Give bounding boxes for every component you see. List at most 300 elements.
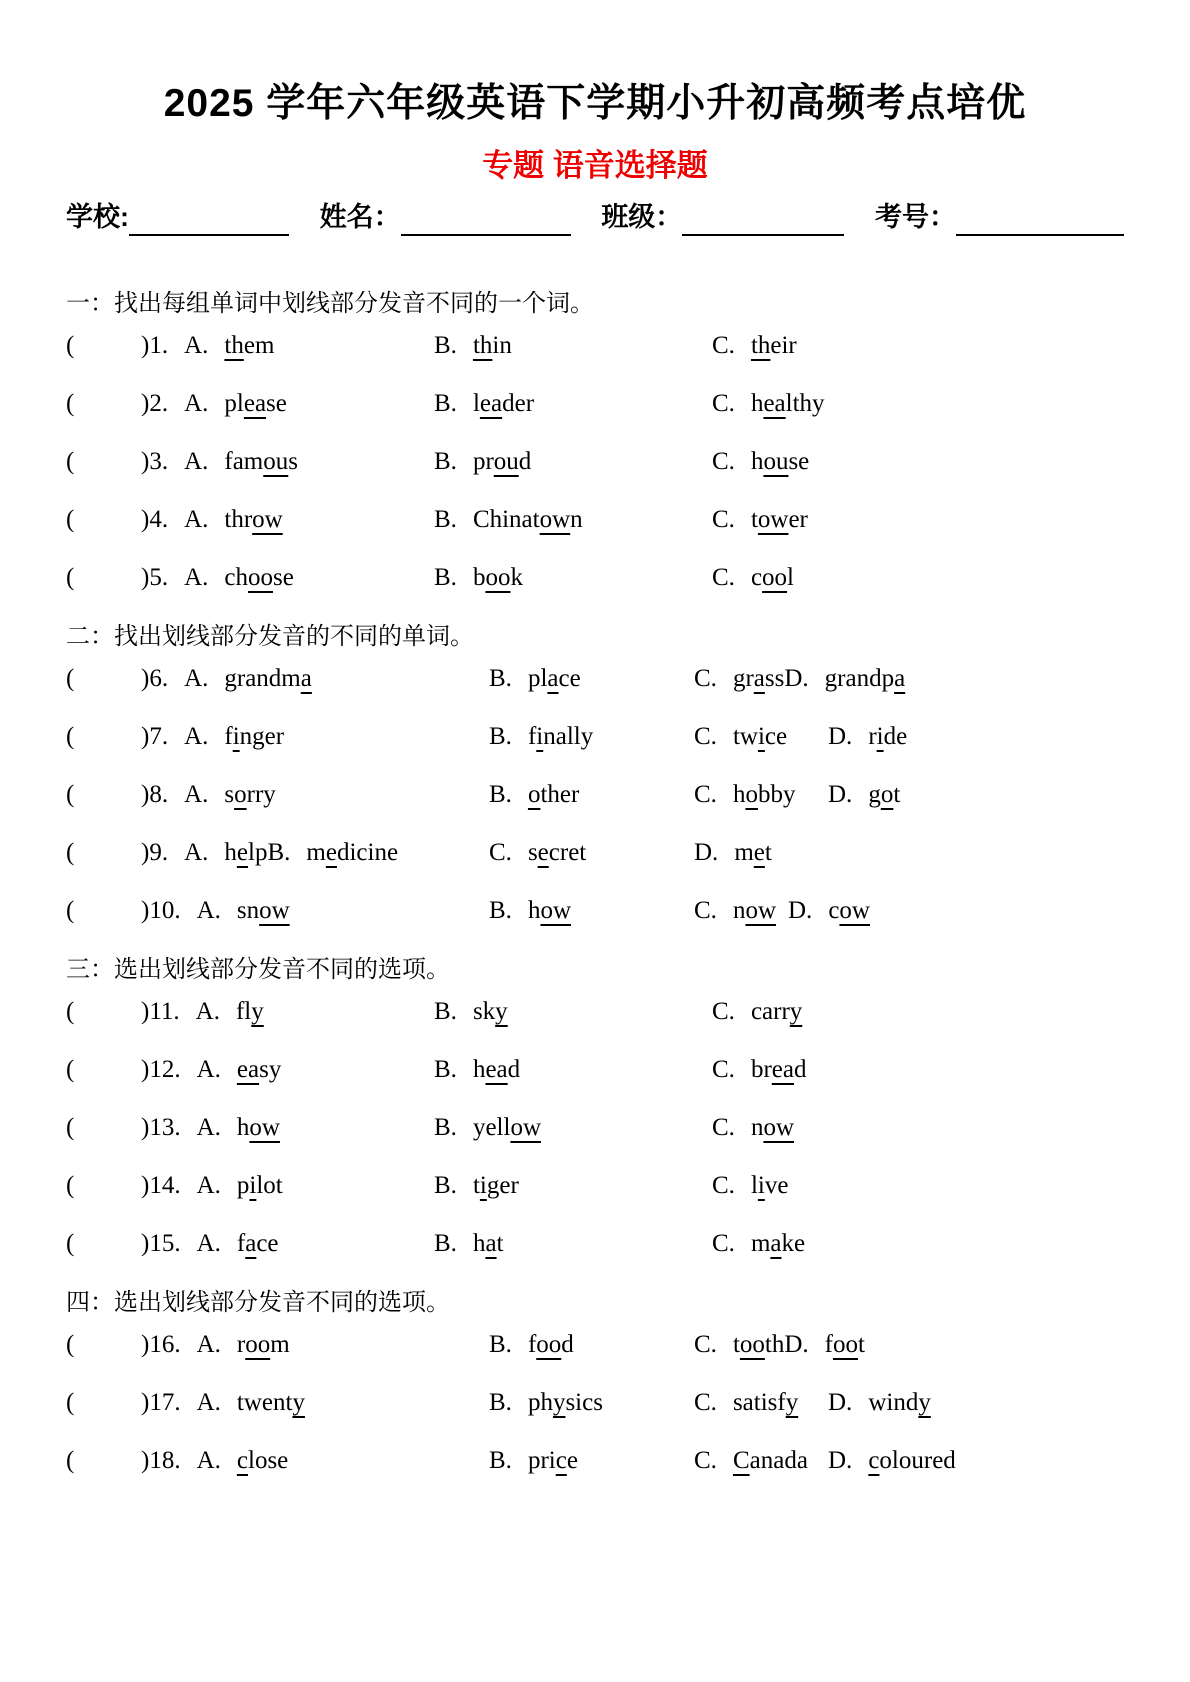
option-cell xyxy=(434,332,512,360)
option-word: grandpa xyxy=(824,665,906,692)
info-field-label: 考号： xyxy=(874,202,956,232)
question-row xyxy=(0,998,1190,1056)
option-word: room xyxy=(236,1331,290,1358)
underlined-letters: a xyxy=(245,1230,257,1257)
option-letter: C. xyxy=(694,781,717,808)
option-cell xyxy=(141,1389,305,1417)
option-cell xyxy=(712,390,825,418)
option-cell xyxy=(694,781,795,809)
option-cell xyxy=(141,564,294,592)
option-letter: A. xyxy=(196,1447,221,1474)
option-item xyxy=(141,723,284,750)
option-word: windy xyxy=(868,1389,931,1416)
option-letter: A. xyxy=(184,506,209,533)
option-letter: C. xyxy=(712,332,735,359)
underlined-letters: th xyxy=(472,332,493,359)
option-cell xyxy=(828,723,907,751)
underlined-letters: a xyxy=(547,665,559,692)
option-item xyxy=(694,897,776,924)
option-cell xyxy=(694,665,905,693)
option-letter: A. xyxy=(196,1056,221,1083)
underlined-letters: o xyxy=(880,781,894,808)
answer-paren: ( xyxy=(66,332,75,359)
option-letter: C. xyxy=(694,897,717,924)
option-item xyxy=(788,897,870,924)
underlined-letters: oo xyxy=(245,1331,271,1358)
option-item xyxy=(489,781,579,808)
option-word: close xyxy=(236,1447,289,1474)
option-item xyxy=(141,1389,305,1416)
option-word: twenty xyxy=(236,1389,305,1416)
question-row xyxy=(0,564,1190,622)
option-cell xyxy=(828,1389,931,1417)
question-number: )3. xyxy=(141,448,169,475)
option-cell xyxy=(712,1230,805,1258)
question-row xyxy=(0,1447,1190,1505)
underlined-letters: a xyxy=(894,665,906,692)
answer-paren: ( xyxy=(66,723,75,750)
question-number: )11. xyxy=(141,998,180,1025)
option-letter: A. xyxy=(196,897,221,924)
option-word: twice xyxy=(732,723,788,750)
option-cell xyxy=(694,1447,808,1475)
option-cell xyxy=(141,1447,288,1475)
option-item xyxy=(828,1447,956,1474)
underlined-letters: ea xyxy=(479,390,503,417)
option-word: thin xyxy=(472,332,512,359)
option-cell xyxy=(712,998,802,1026)
option-letter: D. xyxy=(828,1389,853,1416)
option-cell xyxy=(141,723,284,751)
question-number: )17. xyxy=(141,1389,181,1416)
option-letter: B. xyxy=(434,332,457,359)
option-item xyxy=(141,1114,280,1141)
option-cell xyxy=(141,897,290,925)
underlined-letters: c xyxy=(868,1447,880,1474)
option-cell xyxy=(141,1172,283,1200)
underlined-letters: ow xyxy=(510,1114,541,1141)
option-letter: B. xyxy=(434,390,457,417)
info-field-label: 班级： xyxy=(601,202,683,232)
option-word: famous xyxy=(224,448,298,475)
option-item xyxy=(712,1230,805,1257)
option-letter: A. xyxy=(196,1389,221,1416)
option-word: tower xyxy=(750,506,808,533)
option-letter: A. xyxy=(195,998,220,1025)
answer-paren: ( xyxy=(66,1447,75,1474)
answer-paren: ( xyxy=(66,1172,75,1199)
option-letter: C. xyxy=(712,390,735,417)
option-word: carry xyxy=(750,998,803,1025)
option-word: sky xyxy=(472,998,508,1025)
option-word: other xyxy=(527,781,580,808)
option-item xyxy=(141,1230,279,1257)
option-letter: B. xyxy=(434,1172,457,1199)
option-word: tiger xyxy=(472,1172,519,1199)
option-word: satisfy xyxy=(732,1389,799,1416)
option-item xyxy=(712,564,794,591)
underlined-letters: y xyxy=(251,998,264,1025)
question-row xyxy=(0,781,1190,839)
question-row xyxy=(0,1114,1190,1172)
option-word: fly xyxy=(235,998,264,1025)
underlined-letters: i xyxy=(536,723,544,750)
option-letter: A. xyxy=(184,781,209,808)
option-item xyxy=(141,781,276,808)
option-item xyxy=(434,390,534,417)
option-item xyxy=(489,897,571,924)
option-cell xyxy=(434,506,583,534)
option-item xyxy=(694,1447,808,1474)
option-item xyxy=(712,390,825,417)
question-number: )10. xyxy=(141,897,181,924)
section-heading-3: 三：选出划线部分发音不同的选项。 xyxy=(66,957,450,983)
option-cell xyxy=(141,390,287,418)
option-letter: A. xyxy=(184,839,209,866)
option-word: throw xyxy=(224,506,283,533)
underlined-letters: oo xyxy=(832,1331,858,1358)
answer-paren: ( xyxy=(66,390,75,417)
option-letter: A. xyxy=(184,390,209,417)
option-letter: C. xyxy=(694,723,717,750)
option-item xyxy=(489,1447,578,1474)
underlined-letters: ow xyxy=(252,506,283,533)
option-item xyxy=(141,998,264,1025)
option-letter: C. xyxy=(694,1331,717,1358)
answer-paren: ( xyxy=(66,448,75,475)
option-item xyxy=(434,564,523,591)
question-row xyxy=(0,723,1190,781)
underlined-letters: y xyxy=(292,1389,305,1416)
underlined-letters: o xyxy=(527,781,541,808)
option-word: medicine xyxy=(306,839,399,866)
option-word: snow xyxy=(236,897,290,924)
option-item xyxy=(712,998,802,1025)
option-word: easy xyxy=(236,1056,282,1083)
underlined-letters: o xyxy=(234,781,247,808)
option-word: yellow xyxy=(472,1114,541,1141)
underlined-letters: i xyxy=(249,1172,257,1199)
answer-paren: ( xyxy=(66,1056,75,1083)
option-item xyxy=(141,506,283,533)
option-letter: C. xyxy=(712,1114,735,1141)
option-word: how xyxy=(527,897,571,924)
underlined-letters: ea xyxy=(771,1056,794,1083)
section-heading-4: 四：选出划线部分发音不同的选项。 xyxy=(66,1290,450,1316)
option-letter: B. xyxy=(489,781,512,808)
option-cell xyxy=(694,1331,865,1359)
option-letter: C. xyxy=(712,1230,735,1257)
option-cell xyxy=(694,897,870,925)
option-word: tooth xyxy=(732,1331,785,1358)
answer-paren: ( xyxy=(66,897,75,924)
option-letter: C. xyxy=(489,839,512,866)
option-cell xyxy=(434,448,531,476)
option-word: pilot xyxy=(236,1172,283,1199)
question-row xyxy=(0,665,1190,723)
underlined-letters: C xyxy=(732,1447,750,1474)
option-item xyxy=(141,564,294,591)
question-number: )15. xyxy=(141,1230,181,1257)
option-item xyxy=(434,332,512,359)
underlined-letters: ow xyxy=(540,897,571,924)
option-item xyxy=(489,665,581,692)
option-letter: A. xyxy=(196,1230,221,1257)
option-letter: A. xyxy=(184,332,209,359)
option-letter: C. xyxy=(712,564,735,591)
option-cell xyxy=(141,1056,281,1084)
option-item xyxy=(489,1331,574,1358)
answer-paren: ( xyxy=(66,506,75,533)
option-cell xyxy=(489,839,586,867)
option-word: sorry xyxy=(224,781,276,808)
option-word: finger xyxy=(224,723,285,750)
option-item xyxy=(489,1389,603,1416)
option-word: live xyxy=(750,1172,789,1199)
option-letter: B. xyxy=(434,1114,457,1141)
underlined-letters: e xyxy=(325,839,337,866)
option-item xyxy=(712,332,797,359)
option-cell xyxy=(141,506,283,534)
option-item xyxy=(141,448,298,475)
answer-paren: ( xyxy=(66,1114,75,1141)
option-word: help xyxy=(224,839,268,866)
question-row xyxy=(0,448,1190,506)
underlined-letters: th xyxy=(750,332,771,359)
option-letter: B. xyxy=(489,897,512,924)
option-item xyxy=(434,506,583,533)
underlined-letters: i xyxy=(479,1172,487,1199)
option-letter: A. xyxy=(184,665,209,692)
option-cell xyxy=(141,1331,290,1359)
option-cell xyxy=(712,1056,806,1084)
option-word: healthy xyxy=(750,390,825,417)
underlined-letters: ou xyxy=(763,448,789,475)
option-item xyxy=(141,897,290,924)
option-item xyxy=(489,839,586,866)
question-row xyxy=(0,897,1190,955)
option-item xyxy=(141,332,274,359)
option-word: house xyxy=(750,448,810,475)
underlined-letters: o xyxy=(745,781,758,808)
option-item xyxy=(694,665,784,692)
question-number: )5. xyxy=(141,564,169,591)
option-cell xyxy=(434,1114,541,1142)
option-word: foot xyxy=(824,1331,865,1358)
underlined-letters: ow xyxy=(745,897,776,924)
underlined-letters: oo xyxy=(536,1331,562,1358)
option-letter: A. xyxy=(196,1331,221,1358)
info-field-label: 学校: xyxy=(66,202,129,232)
option-cell xyxy=(712,448,809,476)
option-item xyxy=(828,723,907,750)
question-number: )1. xyxy=(141,332,169,359)
option-cell xyxy=(141,332,274,360)
question-number: )4. xyxy=(141,506,169,533)
option-word: secret xyxy=(527,839,587,866)
option-item xyxy=(828,781,900,808)
option-cell xyxy=(434,998,508,1026)
option-cell xyxy=(694,1389,798,1417)
option-letter: D. xyxy=(828,1447,853,1474)
option-item xyxy=(434,448,531,475)
option-word: food xyxy=(527,1331,574,1358)
option-cell xyxy=(489,1389,603,1417)
underlined-letters: a xyxy=(485,1230,497,1257)
option-item xyxy=(434,1172,519,1199)
option-word: please xyxy=(224,390,287,417)
answer-paren: ( xyxy=(66,839,75,866)
option-cell xyxy=(141,1114,280,1142)
option-word: finally xyxy=(527,723,594,750)
option-letter: C. xyxy=(712,448,735,475)
option-letter: B. xyxy=(434,506,457,533)
question-row xyxy=(0,1331,1190,1389)
option-letter: A. xyxy=(196,1172,221,1199)
option-word: how xyxy=(236,1114,280,1141)
option-letter: B. xyxy=(267,839,291,866)
option-item xyxy=(694,781,795,808)
option-word: ride xyxy=(868,723,908,750)
option-word: price xyxy=(527,1447,578,1474)
option-cell xyxy=(828,1447,956,1475)
option-cell xyxy=(489,723,593,751)
question-row xyxy=(0,506,1190,564)
option-word: them xyxy=(224,332,275,359)
option-item xyxy=(434,1230,504,1257)
question-number: )7. xyxy=(141,723,169,750)
option-cell xyxy=(712,332,797,360)
option-cell xyxy=(141,998,264,1026)
underlined-letters: c xyxy=(236,1447,248,1474)
option-cell xyxy=(434,390,534,418)
option-cell xyxy=(712,564,794,592)
underlined-letters: ow xyxy=(763,1114,794,1141)
underlined-letters: e xyxy=(753,839,765,866)
option-word: cow xyxy=(828,897,870,924)
underlined-letters: ow xyxy=(249,1114,280,1141)
option-letter: A. xyxy=(184,448,209,475)
underlined-letters: oo xyxy=(485,564,511,591)
option-cell xyxy=(141,1230,279,1258)
option-word: leader xyxy=(472,390,535,417)
option-letter: D. xyxy=(788,897,813,924)
option-letter: C. xyxy=(712,506,735,533)
underlined-letters: i xyxy=(757,1172,765,1199)
underlined-letters: y xyxy=(552,1389,566,1416)
option-cell xyxy=(489,897,571,925)
underlined-letters: e xyxy=(236,839,248,866)
option-letter: C. xyxy=(712,998,735,1025)
option-item xyxy=(141,665,312,692)
underlined-letters: ou xyxy=(493,448,519,475)
option-letter: D. xyxy=(784,665,809,692)
option-letter: C. xyxy=(694,1389,717,1416)
option-item xyxy=(712,1056,806,1083)
underlined-letters: c xyxy=(555,1447,567,1474)
underlined-letters: a xyxy=(300,665,312,692)
answer-paren: ( xyxy=(66,1331,75,1358)
option-item xyxy=(694,1389,798,1416)
option-word: cool xyxy=(750,564,794,591)
option-cell xyxy=(434,564,523,592)
question-row xyxy=(0,1172,1190,1230)
option-cell xyxy=(712,506,808,534)
option-cell xyxy=(828,781,900,809)
option-word: head xyxy=(472,1056,521,1083)
option-item xyxy=(712,448,809,475)
underlined-letters: oo xyxy=(762,564,788,591)
option-word: got xyxy=(868,781,901,808)
question-row xyxy=(0,1056,1190,1114)
option-cell xyxy=(694,723,787,751)
option-item xyxy=(434,1056,520,1083)
option-letter: D. xyxy=(694,839,719,866)
underlined-letters: ea xyxy=(243,390,267,417)
option-word: book xyxy=(472,564,523,591)
option-cell xyxy=(141,781,276,809)
option-word: hat xyxy=(472,1230,504,1257)
option-letter: B. xyxy=(489,1447,512,1474)
underlined-letters: y xyxy=(785,1389,799,1416)
option-word: choose xyxy=(224,564,294,591)
question-number: )16. xyxy=(141,1331,181,1358)
underlined-letters: i xyxy=(232,723,240,750)
option-word: face xyxy=(236,1230,279,1257)
answer-paren: ( xyxy=(66,1389,75,1416)
option-item xyxy=(694,723,787,750)
option-item xyxy=(141,839,267,866)
question-number: )6. xyxy=(141,665,169,692)
option-word: their xyxy=(750,332,797,359)
option-item xyxy=(267,839,398,866)
underlined-letters: ea xyxy=(763,390,786,417)
option-cell xyxy=(141,839,398,867)
question-number: )2. xyxy=(141,390,169,417)
underlined-letters: oo xyxy=(739,1331,765,1358)
answer-paren: ( xyxy=(66,781,75,808)
option-letter: C. xyxy=(694,665,717,692)
option-word: met xyxy=(734,839,772,866)
option-letter: D. xyxy=(828,723,853,750)
underlined-letters: y xyxy=(918,1389,931,1416)
option-item xyxy=(489,723,593,750)
answer-paren: ( xyxy=(66,1230,75,1257)
section-heading-2: 二：找出划线部分发音的不同的单词。 xyxy=(66,624,474,650)
option-letter: B. xyxy=(489,723,512,750)
option-word: hobby xyxy=(732,781,796,808)
option-cell xyxy=(694,839,772,867)
option-letter: B. xyxy=(489,1389,512,1416)
answer-paren: ( xyxy=(66,998,75,1025)
page-subtitle: 专题 语音选择题 xyxy=(482,148,708,183)
underlined-letters: ea xyxy=(485,1056,508,1083)
question-number: )9. xyxy=(141,839,169,866)
option-cell xyxy=(712,1114,794,1142)
page-title: 2025 学年六年级英语下学期小升初高频考点培优 xyxy=(163,82,1027,125)
option-item xyxy=(141,390,287,417)
option-word: place xyxy=(527,665,581,692)
option-word: proud xyxy=(472,448,532,475)
answer-paren: ( xyxy=(66,564,75,591)
underlined-letters: a xyxy=(753,665,765,692)
option-word: bread xyxy=(750,1056,807,1083)
option-word: Canada xyxy=(732,1447,808,1474)
underlined-letters: ea xyxy=(236,1056,260,1083)
question-number: )14. xyxy=(141,1172,181,1199)
option-item xyxy=(712,506,808,533)
underlined-letters: ow xyxy=(757,506,789,533)
